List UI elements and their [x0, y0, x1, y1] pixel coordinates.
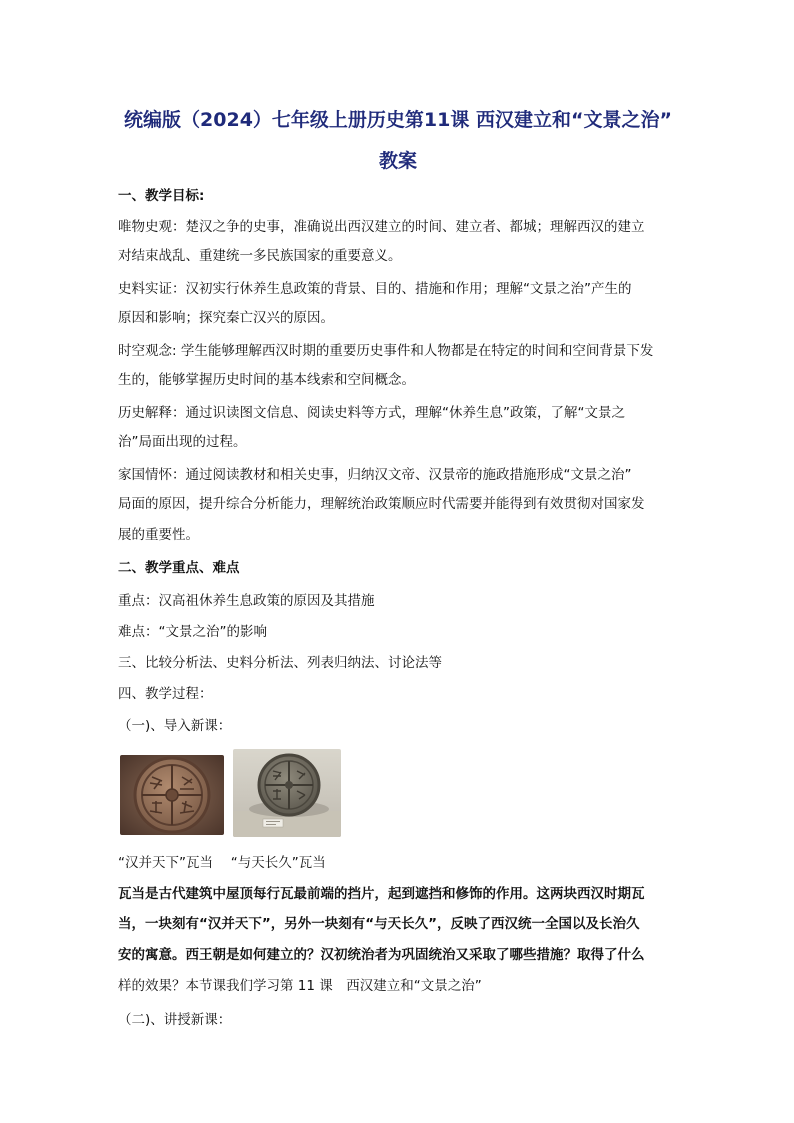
- subsection-heading-new-lesson: （二)、讲授新课：: [118, 1012, 232, 1028]
- section-heading-methods: 三、比较分析法、史料分析法、列表归纳法、讨论法等: [118, 655, 442, 671]
- section-heading-keypoints: 二、教学重点、难点: [118, 560, 240, 576]
- document-title-line2: 教案: [378, 150, 417, 172]
- section-heading-process: 四、教学过程：: [118, 686, 213, 702]
- text-line: 局面的原因，提升综合分析能力，理解统治政策顺应时代需要并能得到有效贯彻对国家发: [118, 496, 645, 512]
- text-line: 原因和影响；探究秦亡汉兴的原因。: [118, 310, 334, 326]
- tile-end-photo-1: [120, 755, 224, 835]
- intro-paragraph-line: 当，一块刻有“汉并天下”，另外一块刻有“与天长久”，反映了西汉统一全国以及长治久: [118, 916, 640, 932]
- text-line: 重点：汉高祖休养生息政策的原因及其措施: [118, 593, 375, 609]
- tile-end-photo-2: [233, 749, 341, 837]
- intro-paragraph-line: 安的寓意。西王朝是如何建立的？汉初统治者为巩固统治又采取了哪些措施？取得了什么: [118, 947, 645, 963]
- text-line: 对结束战乱、重建统一多民族国家的重要意义。: [118, 248, 402, 264]
- text-line: 家国情怀：通过阅读教材和相关史事，归纳汉文帝、汉景帝的施政措施形成“文景之治”: [118, 467, 632, 483]
- text-line: 难点：“文景之治”的影响: [118, 624, 267, 640]
- text-line: 治”局面出现的过程。: [118, 434, 247, 450]
- text-line: 展的重要性。: [118, 527, 199, 543]
- text-line: 时空观念: 学生能够理解西汉时期的重要历史事件和人物都是在特定的时间和空间背景下发: [118, 343, 654, 359]
- section-heading-objectives: 一、教学目标:: [118, 188, 205, 204]
- intro-paragraph-line: 样的效果？本节课我们学习第 11 课 西汉建立和“文景之治”: [118, 978, 482, 994]
- text-line: 唯物史观：楚汉之争的史事，准确说出西汉建立的时间、建立者、都城；理解西汉的建立: [118, 219, 645, 235]
- text-line: 史料实证：汉初实行休养生息政策的背景、目的、措施和作用；理解“文景之治”产生的: [118, 281, 632, 297]
- intro-paragraph-line: 瓦当是古代建筑中屋顶每行瓦最前端的挡片，起到遮挡和修饰的作用。这两块西汉时期瓦: [118, 886, 645, 902]
- text-line: 历史解释：通过识读图文信息、阅读史料等方式，理解“休养生息”政策，了解“文景之: [118, 405, 625, 421]
- image-caption: “汉并天下”瓦当 “与天长久”瓦当: [118, 855, 326, 871]
- document-title: 统编版（2024）七年级上册历史第11课 西汉建立和“文景之治”: [124, 109, 672, 131]
- text-line: 生的，能够掌握历史时间的基本线索和空间概念。: [118, 372, 415, 388]
- subsection-heading-intro: （一)、导入新课：: [118, 718, 232, 734]
